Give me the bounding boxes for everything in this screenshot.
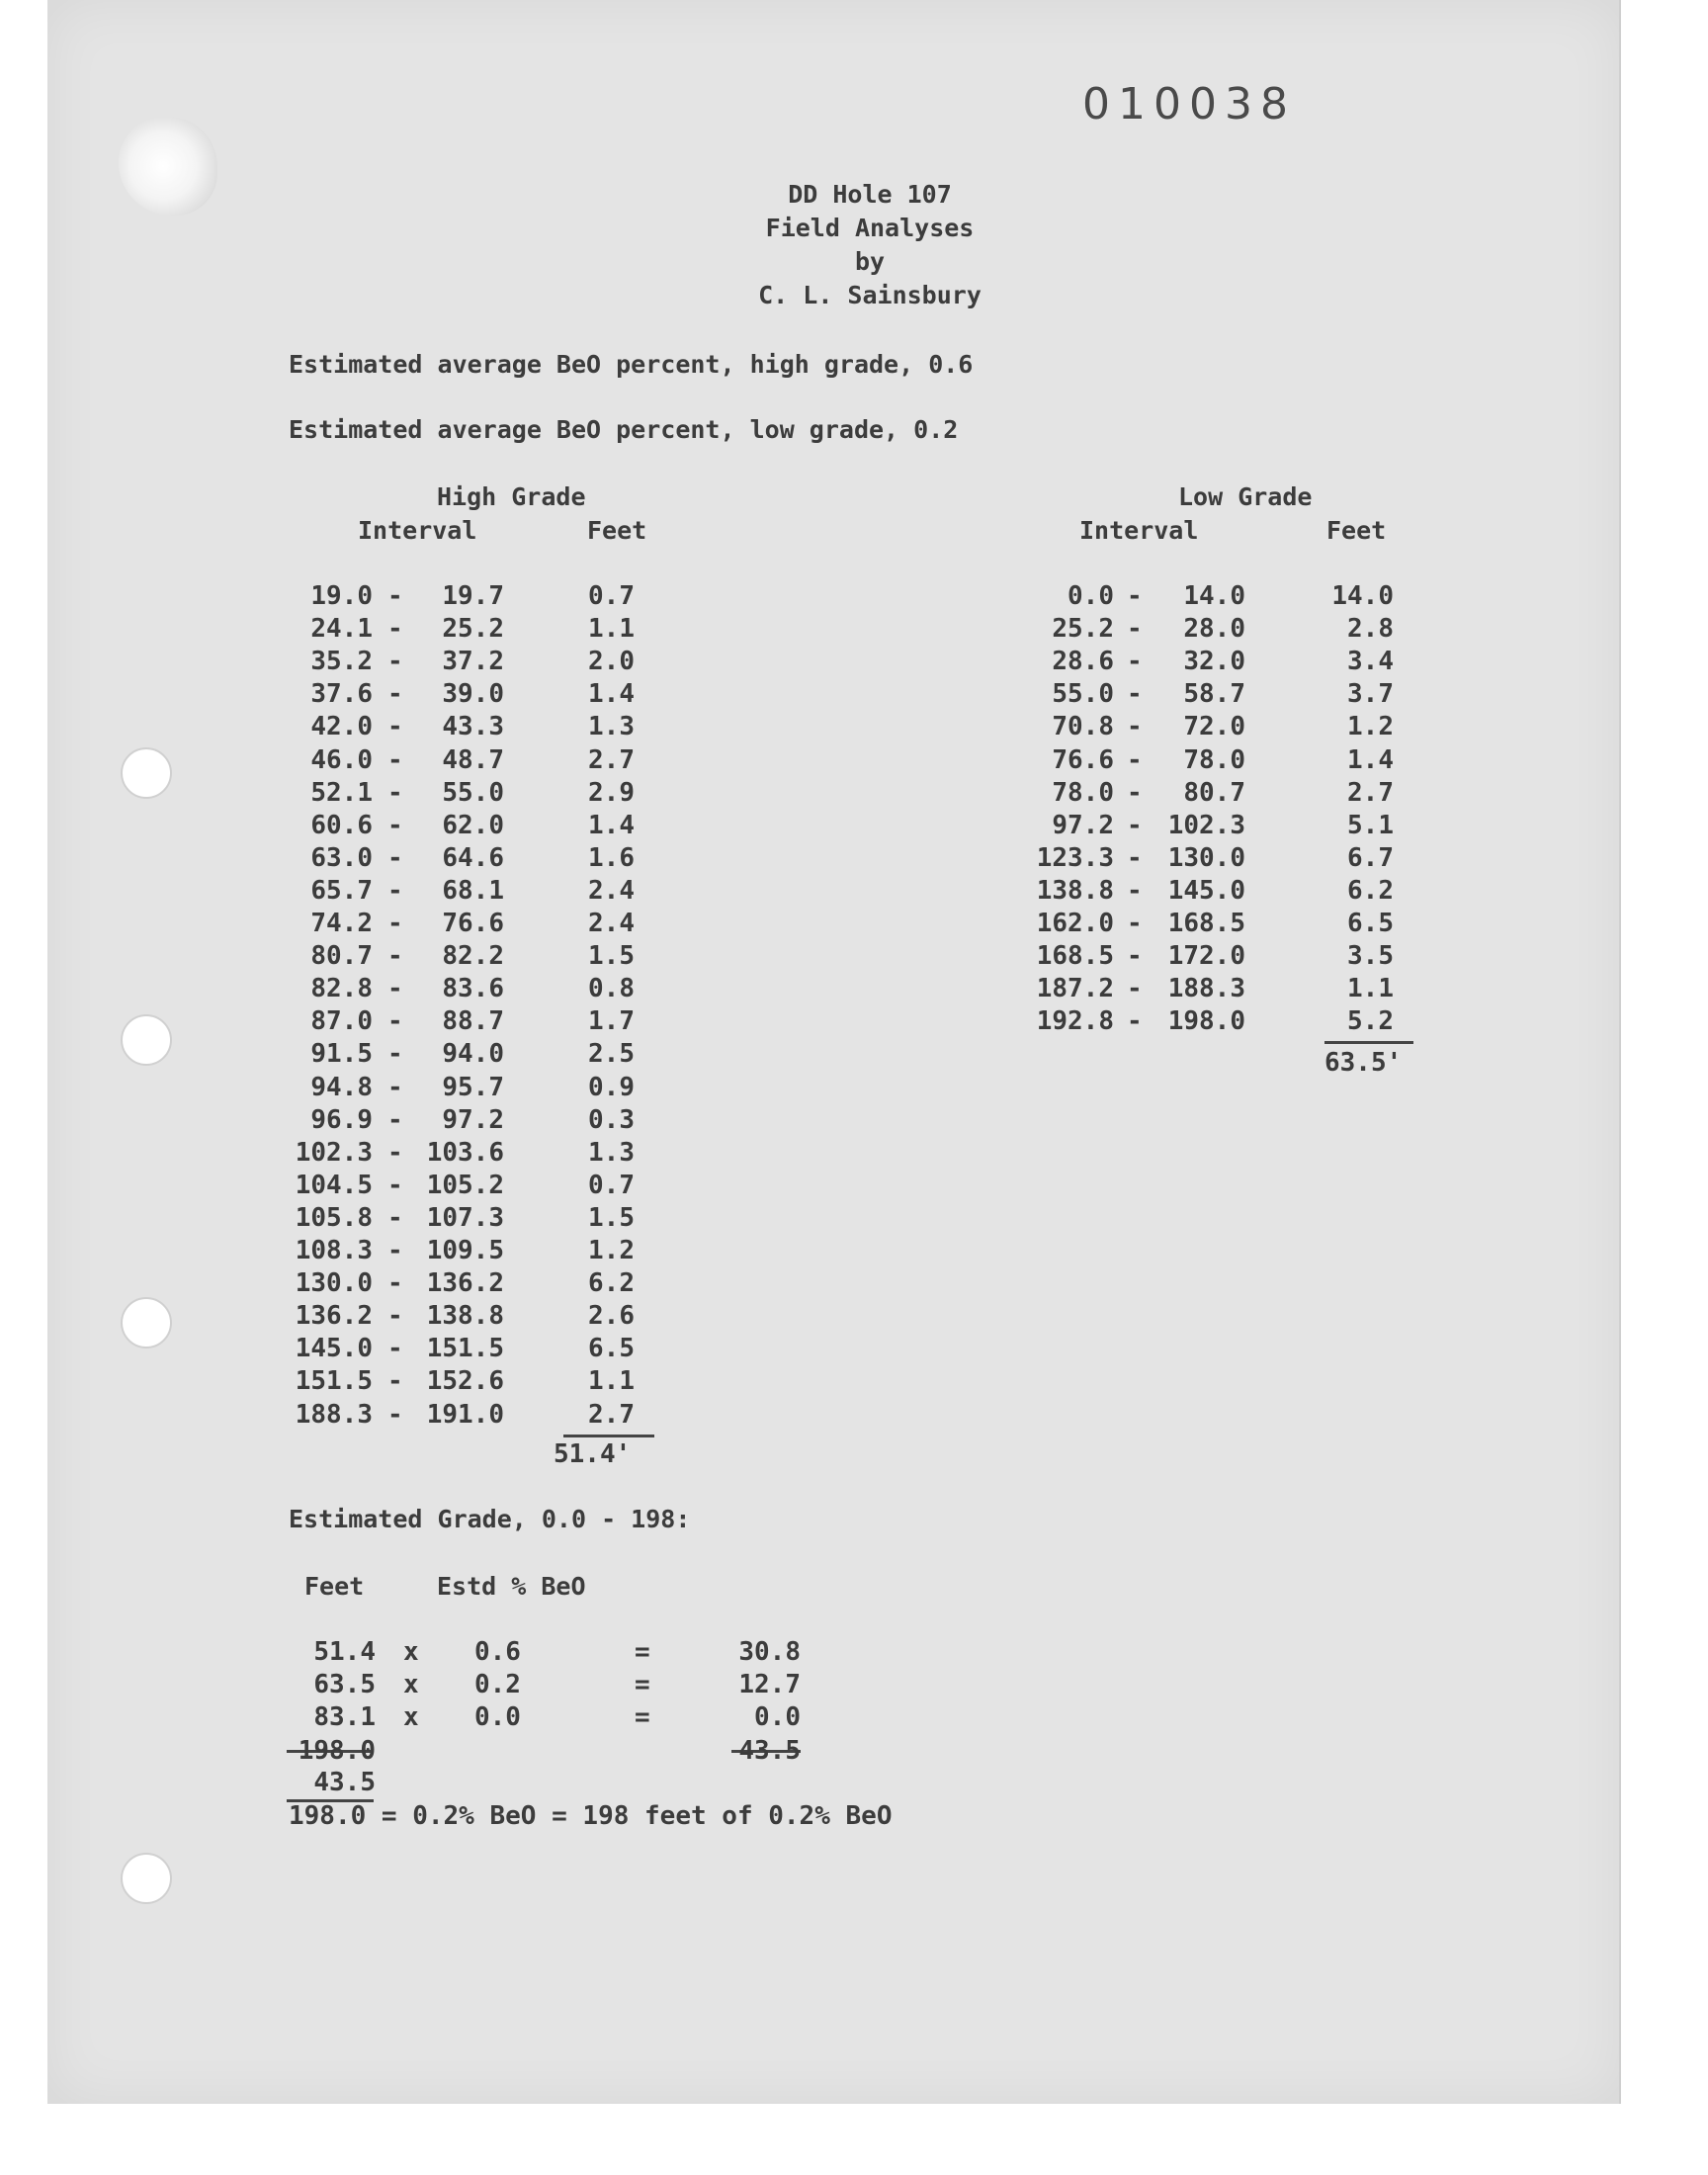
interval-dash: - bbox=[387, 842, 403, 873]
feet-value: 5.1 bbox=[1347, 810, 1394, 840]
interval-end: 105.2 bbox=[426, 1170, 504, 1200]
feet-value: 1.1 bbox=[588, 614, 635, 645]
interval-dash: - bbox=[387, 974, 403, 1004]
interval-end: 130.0 bbox=[1167, 842, 1245, 873]
calc-result: 30.8 bbox=[738, 1637, 801, 1667]
interval-end: 102.3 bbox=[1167, 810, 1245, 840]
feet-value: 1.5 bbox=[588, 941, 635, 972]
interval-start: 37.6 bbox=[310, 679, 373, 710]
feet-value: 1.3 bbox=[588, 712, 635, 742]
interval-start: 188.3 bbox=[295, 1399, 373, 1430]
interval-start: 187.2 bbox=[1036, 974, 1114, 1004]
calc-equals: = bbox=[635, 1670, 650, 1699]
feet-value: 1.7 bbox=[588, 1006, 635, 1037]
punch-hole-3 bbox=[121, 1297, 172, 1348]
punch-hole-4 bbox=[121, 1853, 172, 1904]
interval-end: 109.5 bbox=[426, 1236, 504, 1265]
interval-start: 136.2 bbox=[295, 1301, 373, 1332]
feet-value: 0.8 bbox=[588, 974, 635, 1004]
interval-start: 25.2 bbox=[1052, 614, 1114, 645]
calc-times: x bbox=[403, 1702, 419, 1732]
calc-pct: 0.0 bbox=[474, 1702, 521, 1732]
interval-end: 172.0 bbox=[1167, 941, 1245, 972]
interval-start: 97.2 bbox=[1052, 810, 1114, 840]
interval-end: 62.0 bbox=[442, 810, 504, 840]
calc-result-total: 43.5 bbox=[738, 1736, 801, 1766]
feet-value: 6.7 bbox=[1347, 842, 1394, 873]
interval-end: 39.0 bbox=[442, 679, 504, 710]
punch-hole-2 bbox=[121, 1014, 172, 1066]
calc-feet: 83.1 bbox=[313, 1702, 376, 1732]
feet-value: 14.0 bbox=[1331, 581, 1394, 611]
title-line-4: C. L. Sainsbury bbox=[758, 281, 982, 309]
interval-end: 95.7 bbox=[442, 1072, 504, 1102]
interval-start: 162.0 bbox=[1036, 909, 1114, 938]
high-grade-feet-header: Feet bbox=[587, 516, 647, 545]
feet-value: 1.5 bbox=[588, 1202, 635, 1233]
feet-value: 1.4 bbox=[588, 810, 635, 840]
feet-value: 1.3 bbox=[588, 1137, 635, 1168]
interval-end: 88.7 bbox=[442, 1006, 504, 1037]
calc-result: 12.7 bbox=[738, 1670, 801, 1699]
interval-dash: - bbox=[1127, 647, 1143, 677]
interval-start: 60.6 bbox=[310, 810, 373, 840]
interval-start: 192.8 bbox=[1036, 1006, 1114, 1037]
interval-end: 28.0 bbox=[1183, 614, 1245, 645]
feet-value: 3.4 bbox=[1347, 647, 1394, 677]
interval-dash: - bbox=[1127, 581, 1143, 611]
interval-start: 42.0 bbox=[310, 712, 373, 742]
interval-end: 103.6 bbox=[426, 1137, 504, 1168]
interval-dash: - bbox=[1127, 712, 1143, 742]
interval-dash: - bbox=[387, 810, 403, 840]
calc-numerator: 43.5 bbox=[313, 1768, 376, 1797]
interval-dash: - bbox=[387, 1236, 403, 1265]
feet-value: 1.1 bbox=[1347, 974, 1394, 1004]
interval-end: 37.2 bbox=[442, 647, 504, 677]
document-title bbox=[593, 178, 1147, 312]
feet-value: 3.5 bbox=[1347, 941, 1394, 972]
interval-dash: - bbox=[1127, 810, 1143, 840]
interval-dash: - bbox=[1127, 909, 1143, 938]
low-grade-title: Low Grade bbox=[1178, 482, 1313, 511]
scan-margin bbox=[0, 2104, 1708, 2175]
interval-end: 198.0 bbox=[1167, 1006, 1245, 1037]
interval-start: 35.2 bbox=[310, 647, 373, 677]
interval-dash: - bbox=[387, 1334, 403, 1364]
interval-end: 191.0 bbox=[426, 1399, 504, 1430]
interval-end: 136.2 bbox=[426, 1268, 504, 1299]
feet-value: 1.2 bbox=[1347, 712, 1394, 742]
calc-equals: = bbox=[635, 1702, 650, 1732]
interval-dash: - bbox=[387, 909, 403, 938]
interval-end: 145.0 bbox=[1167, 875, 1245, 906]
interval-start: 108.3 bbox=[295, 1236, 373, 1265]
interval-start: 70.8 bbox=[1052, 712, 1114, 742]
interval-start: 63.0 bbox=[310, 842, 373, 873]
high-grade-total: 51.4' bbox=[554, 1439, 632, 1469]
interval-dash: - bbox=[387, 581, 403, 611]
interval-dash: - bbox=[387, 614, 403, 645]
feet-value: 0.3 bbox=[588, 1104, 635, 1135]
interval-end: 151.5 bbox=[426, 1334, 504, 1364]
interval-end: 152.6 bbox=[426, 1366, 504, 1397]
interval-start: 130.0 bbox=[295, 1268, 373, 1299]
interval-dash: - bbox=[387, 1170, 403, 1200]
calc-times: x bbox=[403, 1670, 419, 1699]
interval-start: 138.8 bbox=[1036, 875, 1114, 906]
feet-value: 1.1 bbox=[588, 1366, 635, 1397]
interval-end: 19.7 bbox=[442, 581, 504, 611]
feet-value: 5.2 bbox=[1347, 1006, 1394, 1037]
calc-pct: 0.6 bbox=[474, 1637, 521, 1667]
calc-feet: 51.4 bbox=[313, 1637, 376, 1667]
title-line-3: by bbox=[854, 247, 886, 276]
feet-value: 2.7 bbox=[588, 744, 635, 775]
interval-dash: - bbox=[1127, 1006, 1143, 1037]
interval-dash: - bbox=[387, 1104, 403, 1135]
feet-value: 2.6 bbox=[588, 1301, 635, 1332]
calc-times: x bbox=[403, 1637, 419, 1667]
interval-start: 102.3 bbox=[295, 1137, 373, 1168]
interval-dash: - bbox=[387, 941, 403, 972]
calc-pct: 0.2 bbox=[474, 1670, 521, 1699]
interval-dash: - bbox=[387, 1039, 403, 1070]
interval-dash: - bbox=[387, 875, 403, 906]
interval-end: 94.0 bbox=[442, 1039, 504, 1070]
feet-value: 2.5 bbox=[588, 1039, 635, 1070]
interval-end: 64.6 bbox=[442, 842, 504, 873]
feet-value: 1.4 bbox=[1347, 744, 1394, 775]
feet-value: 6.2 bbox=[588, 1268, 635, 1299]
interval-end: 107.3 bbox=[426, 1202, 504, 1233]
interval-end: 82.2 bbox=[442, 941, 504, 972]
feet-value: 0.7 bbox=[588, 1170, 635, 1200]
interval-start: 74.2 bbox=[310, 909, 373, 938]
low-grade-feet-header: Feet bbox=[1326, 516, 1387, 545]
interval-start: 87.0 bbox=[310, 1006, 373, 1037]
high-grade-estimate: Estimated average BeO percent, high grade, 0.6 bbox=[289, 350, 974, 379]
feet-value: 6.2 bbox=[1347, 875, 1394, 906]
interval-dash: - bbox=[1127, 777, 1143, 808]
interval-start: 105.8 bbox=[295, 1202, 373, 1233]
interval-start: 52.1 bbox=[310, 777, 373, 808]
interval-dash: - bbox=[387, 679, 403, 710]
interval-dash: - bbox=[1127, 614, 1143, 645]
interval-start: 123.3 bbox=[1036, 842, 1114, 873]
interval-dash: - bbox=[387, 712, 403, 742]
interval-start: 151.5 bbox=[295, 1366, 373, 1397]
feet-value: 1.4 bbox=[588, 679, 635, 710]
interval-end: 138.8 bbox=[426, 1301, 504, 1332]
low-grade-total: 63.5' bbox=[1324, 1048, 1403, 1078]
interval-dash: - bbox=[387, 1006, 403, 1037]
interval-dash: - bbox=[387, 1137, 403, 1168]
feet-value: 0.7 bbox=[588, 581, 635, 611]
calc-pct-header: Estd % BeO bbox=[437, 1572, 586, 1601]
feet-value: 2.4 bbox=[588, 909, 635, 938]
interval-start: 76.6 bbox=[1052, 744, 1114, 775]
interval-dash: - bbox=[387, 1301, 403, 1332]
document-number: 010038 bbox=[1082, 79, 1296, 130]
interval-end: 80.7 bbox=[1183, 777, 1245, 808]
interval-start: 91.5 bbox=[310, 1039, 373, 1070]
interval-dash: - bbox=[1127, 744, 1143, 775]
interval-start: 82.8 bbox=[310, 974, 373, 1004]
interval-dash: - bbox=[1127, 974, 1143, 1004]
interval-end: 72.0 bbox=[1183, 712, 1245, 742]
calc-feet-header: Feet bbox=[304, 1572, 365, 1601]
feet-value: 2.0 bbox=[588, 647, 635, 677]
feet-value: 0.9 bbox=[588, 1072, 635, 1102]
calc-conclusion: 198.0 = 0.2% BeO = 198 feet of 0.2% BeO bbox=[289, 1801, 893, 1831]
interval-start: 80.7 bbox=[310, 941, 373, 972]
interval-start: 94.8 bbox=[310, 1072, 373, 1102]
interval-end: 188.3 bbox=[1167, 974, 1245, 1004]
interval-start: 0.0 bbox=[1068, 581, 1114, 611]
feet-value: 1.2 bbox=[588, 1236, 635, 1265]
feet-value: 2.7 bbox=[588, 1399, 635, 1430]
interval-end: 83.6 bbox=[442, 974, 504, 1004]
feet-value: 2.8 bbox=[1347, 614, 1394, 645]
interval-dash: - bbox=[387, 1366, 403, 1397]
low-grade-total-rule bbox=[1324, 1041, 1413, 1044]
interval-end: 55.0 bbox=[442, 777, 504, 808]
interval-dash: - bbox=[387, 777, 403, 808]
low-grade-interval-header: Interval bbox=[1079, 516, 1199, 545]
interval-end: 32.0 bbox=[1183, 647, 1245, 677]
interval-end: 68.1 bbox=[442, 875, 504, 906]
interval-start: 168.5 bbox=[1036, 941, 1114, 972]
interval-dash: - bbox=[387, 744, 403, 775]
feet-value: 2.7 bbox=[1347, 777, 1394, 808]
interval-dash: - bbox=[1127, 679, 1143, 710]
calc-result: 0.0 bbox=[754, 1702, 801, 1732]
interval-dash: - bbox=[1127, 941, 1143, 972]
feet-value: 6.5 bbox=[1347, 909, 1394, 938]
interval-dash: - bbox=[1127, 875, 1143, 906]
feet-value: 6.5 bbox=[588, 1334, 635, 1364]
calc-feet-total: 198.0 bbox=[298, 1736, 376, 1766]
feet-value: 1.6 bbox=[588, 842, 635, 873]
interval-start: 24.1 bbox=[310, 614, 373, 645]
interval-dash: - bbox=[387, 647, 403, 677]
title-line-1: DD Hole 107 bbox=[788, 180, 952, 209]
low-grade-estimate: Estimated average BeO percent, low grade, 0.2 bbox=[289, 415, 959, 444]
feet-value: 2.9 bbox=[588, 777, 635, 808]
interval-end: 97.2 bbox=[442, 1104, 504, 1135]
interval-end: 43.3 bbox=[442, 712, 504, 742]
high-grade-interval-header: Interval bbox=[358, 516, 477, 545]
interval-start: 78.0 bbox=[1052, 777, 1114, 808]
interval-start: 145.0 bbox=[295, 1334, 373, 1364]
interval-dash: - bbox=[387, 1268, 403, 1299]
interval-dash: - bbox=[1127, 842, 1143, 873]
punch-hole-1 bbox=[121, 747, 172, 799]
interval-start: 96.9 bbox=[310, 1104, 373, 1135]
estimated-grade-heading: Estimated Grade, 0.0 - 198: bbox=[289, 1505, 691, 1533]
title-line-2: Field Analyses bbox=[765, 214, 975, 242]
interval-end: 76.6 bbox=[442, 909, 504, 938]
interval-start: 65.7 bbox=[310, 875, 373, 906]
calc-feet: 63.5 bbox=[313, 1670, 376, 1699]
feet-value: 3.7 bbox=[1347, 679, 1394, 710]
interval-dash: - bbox=[387, 1399, 403, 1430]
high-grade-total-rule bbox=[563, 1435, 654, 1437]
page-edge bbox=[1619, 0, 1621, 2104]
interval-dash: - bbox=[387, 1072, 403, 1102]
interval-end: 48.7 bbox=[442, 744, 504, 775]
feet-value: 2.4 bbox=[588, 875, 635, 906]
high-grade-title: High Grade bbox=[437, 482, 586, 511]
interval-end: 25.2 bbox=[442, 614, 504, 645]
interval-start: 46.0 bbox=[310, 744, 373, 775]
calc-equals: = bbox=[635, 1637, 650, 1667]
interval-start: 55.0 bbox=[1052, 679, 1114, 710]
interval-end: 78.0 bbox=[1183, 744, 1245, 775]
interval-end: 168.5 bbox=[1167, 909, 1245, 938]
interval-start: 28.6 bbox=[1052, 647, 1114, 677]
interval-end: 58.7 bbox=[1183, 679, 1245, 710]
interval-end: 14.0 bbox=[1183, 581, 1245, 611]
interval-start: 19.0 bbox=[310, 581, 373, 611]
interval-start: 104.5 bbox=[295, 1170, 373, 1200]
interval-dash: - bbox=[387, 1202, 403, 1233]
